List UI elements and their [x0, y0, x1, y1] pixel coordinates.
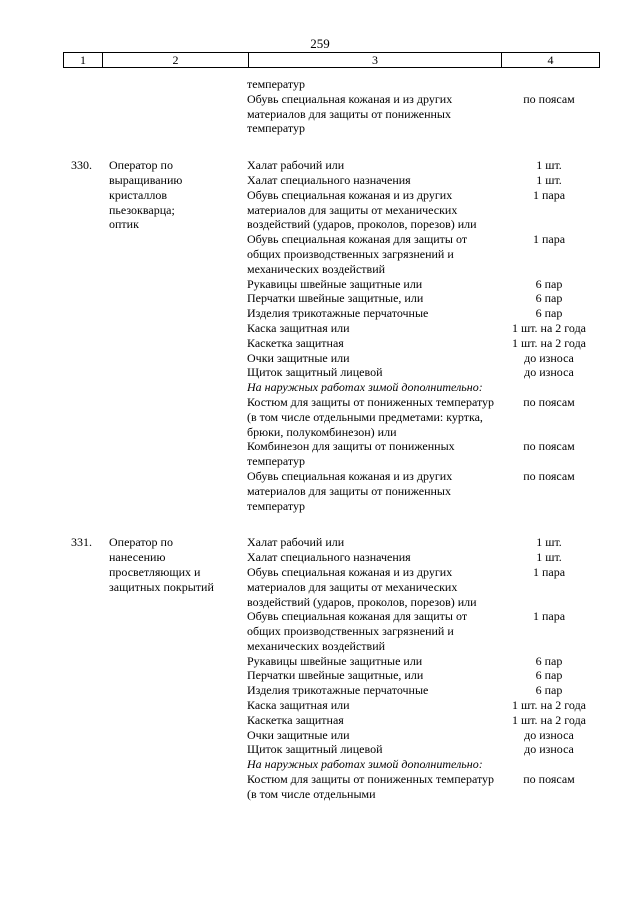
item-name: Костюм для защиты от пониженных температур (в том числе отдельными предметами: куртка, брюки, полукомбинезон) или — [247, 394, 495, 439]
item-quantity: по поясам — [523, 468, 575, 483]
item-quantity: по поясам — [523, 772, 575, 787]
item-name: Халат рабочий или — [247, 535, 345, 550]
list-item — [247, 92, 598, 136]
item-quantity: до износа — [524, 350, 574, 365]
item-quantity — [500, 380, 598, 395]
occupation-line: защитных покрытий — [109, 579, 214, 594]
ppe-items — [247, 77, 598, 136]
item-quantity: 1 пара — [532, 609, 566, 624]
item-quantity: до износа — [524, 742, 574, 757]
list-item — [247, 609, 598, 653]
header-col-1: 1 — [80, 53, 86, 67]
item-quantity: 1 шт. на 2 года — [511, 712, 587, 727]
item-quantity: 1 шт. — [536, 172, 562, 187]
list-item — [247, 158, 598, 173]
item-name: Костюм для защиты от пониженных температур (в том числе отдельными — [247, 772, 495, 801]
list-item — [247, 728, 598, 743]
item-name: Очки защитные или — [247, 727, 350, 742]
list-item — [247, 469, 598, 513]
item-quantity: 1 шт. на 2 года — [511, 335, 587, 350]
item-name: Изделия трикотажные перчаточные — [247, 306, 429, 321]
item-quantity: 1 шт. — [536, 550, 562, 565]
list-item — [247, 439, 598, 469]
table-header — [63, 52, 600, 68]
occupation-line: Оператор по — [109, 535, 173, 550]
item-name: температур — [247, 77, 306, 91]
item-name: Каска защитная или — [247, 320, 350, 335]
list-item — [247, 77, 598, 92]
item-name: Обувь специальная кожаная и из других материалов для защиты от пониженных температур — [247, 91, 453, 136]
list-item — [247, 188, 598, 232]
item-name: Халат специального назначения — [247, 172, 411, 187]
item-quantity: по поясам — [523, 394, 575, 409]
occupation-line: нанесению — [109, 550, 166, 565]
list-item — [247, 232, 598, 276]
list-item — [247, 698, 598, 713]
header-col-2: 2 — [102, 53, 248, 67]
occupation-name — [101, 77, 247, 136]
ppe-items — [247, 535, 598, 801]
item-name: Очки защитные или — [247, 350, 350, 365]
list-item — [247, 336, 598, 351]
page-number: 259 — [310, 36, 330, 51]
item-name: Халат рабочий или — [247, 158, 345, 173]
header-col-4: 4 — [501, 53, 599, 67]
list-item — [247, 380, 598, 395]
table-body — [63, 77, 598, 802]
occupation-name — [101, 535, 247, 801]
item-name: Обувь специальная кожаная и из других материалов для защиты от механических воздействий (ударов, проколов, порезов) или — [247, 564, 477, 609]
item-name: Изделия трикотажные перчаточные — [247, 683, 429, 698]
item-quantity: 6 пар — [535, 653, 563, 668]
occupation-line: пьезокварца; — [109, 202, 175, 217]
item-quantity — [500, 757, 598, 772]
header-col-3: 3 — [248, 53, 501, 67]
item-quantity: 1 шт. на 2 года — [511, 698, 587, 713]
item-quantity — [500, 77, 598, 92]
list-item — [247, 277, 598, 292]
item-name: Каска защитная или — [247, 698, 350, 713]
item-name: Щиток защитный лицевой — [247, 742, 383, 757]
list-item — [247, 306, 598, 321]
list-item — [247, 654, 598, 669]
item-quantity: по поясам — [523, 91, 575, 106]
item-quantity: 1 шт. на 2 года — [511, 320, 587, 335]
item-name: Перчатки швейные защитные, или — [247, 668, 424, 683]
item-quantity: 1 шт. — [536, 158, 562, 173]
list-item — [247, 365, 598, 380]
item-name: Обувь специальная кожаная и из других материалов для защиты от механических воздействий (ударов, проколов, порезов) или — [247, 187, 477, 232]
item-name: Перчатки швейные защитные, или — [247, 291, 424, 306]
item-name: Обувь специальная кожаная и из других материалов для защиты от пониженных температур — [247, 468, 453, 513]
item-quantity: до износа — [524, 365, 574, 380]
list-item — [247, 683, 598, 698]
table-row — [63, 77, 598, 136]
item-name: Щиток защитный лицевой — [247, 365, 383, 380]
entry-number: 331. — [71, 535, 92, 550]
item-quantity: 1 пара — [532, 232, 566, 247]
list-item — [247, 757, 598, 772]
list-item — [247, 772, 598, 802]
list-item — [247, 291, 598, 306]
occupation-line: выращиванию — [109, 172, 183, 187]
table-row — [63, 158, 598, 513]
item-name: Каскетка защитная — [247, 712, 344, 727]
list-item — [247, 742, 598, 757]
item-name: Комбинезон для защиты от пониженных температур — [247, 439, 455, 469]
list-item — [247, 321, 598, 336]
item-name: На наружных работах зимой дополнительно: — [247, 380, 483, 395]
item-quantity: 6 пар — [535, 683, 563, 698]
item-quantity: 1 пара — [532, 564, 566, 579]
occupation-line: просветляющих и — [109, 564, 201, 579]
item-quantity: 6 пар — [535, 276, 563, 291]
list-item — [247, 550, 598, 565]
occupation-name — [101, 158, 247, 513]
item-name: Рукавицы швейные защитные или — [247, 276, 423, 291]
list-item — [247, 535, 598, 550]
item-quantity: 1 пара — [532, 187, 566, 202]
list-item — [247, 173, 598, 188]
list-item — [247, 565, 598, 609]
item-quantity: 6 пар — [535, 306, 563, 321]
item-name: Каскетка защитная — [247, 335, 344, 350]
item-quantity: до износа — [524, 727, 574, 742]
entry-number: 330. — [71, 158, 92, 173]
entry-number — [63, 77, 101, 136]
occupation-line: кристаллов — [109, 187, 168, 202]
list-item — [247, 668, 598, 683]
item-name: Обувь специальная кожаная для защиты от общих производственных загрязнений и механических воздействий — [247, 232, 468, 276]
item-quantity: 6 пар — [535, 668, 563, 683]
occupation-line: Оператор по — [109, 158, 173, 173]
item-name: На наружных работах зимой дополнительно: — [247, 757, 483, 772]
list-item — [247, 713, 598, 728]
item-name: Рукавицы швейные защитные или — [247, 653, 423, 668]
table-row — [63, 535, 598, 801]
item-name: Обувь специальная кожаная для защиты от общих производственных загрязнений и механических воздействий — [247, 609, 468, 653]
list-item — [247, 351, 598, 366]
list-item — [247, 395, 598, 439]
item-name: Халат специального назначения — [247, 550, 411, 565]
item-quantity: 6 пар — [535, 291, 563, 306]
item-quantity: 1 шт. — [536, 535, 562, 550]
item-quantity: по поясам — [523, 439, 575, 454]
ppe-items — [247, 158, 598, 513]
occupation-line: оптик — [109, 217, 139, 232]
